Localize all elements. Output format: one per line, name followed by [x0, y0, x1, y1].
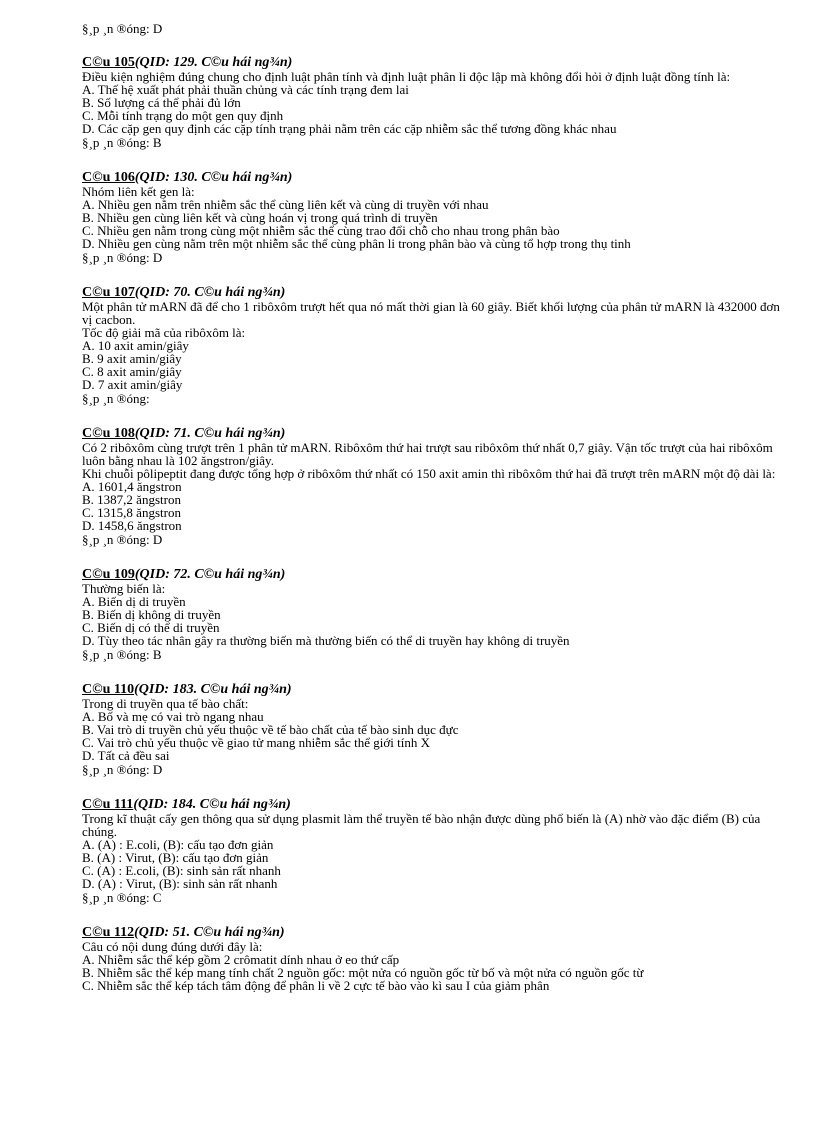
- option-d: D. (A) : Virut, (B): sinh sản rất nhanh: [82, 876, 278, 891]
- correct-answer: §¸p ¸n ®óng: D: [82, 762, 163, 777]
- option-b: B. (A) : Virut, (B): cấu tạo đơn giản: [82, 850, 269, 865]
- option-a: A. 1601,4 ăngstron: [82, 479, 182, 494]
- option-b: B. Nhiễm sắc thể kép mang tính chất 2 nguồn gốc: một nửa có nguồn gốc từ bố và một nửa có nguồn gốc từ: [82, 965, 644, 980]
- option-b: B. 1387,2 ăngstron: [82, 492, 181, 507]
- option-a: A. Thế hệ xuất phát phải thuần chủng và các tính trạng đem lai: [82, 82, 409, 97]
- question-header: [82, 567, 792, 582]
- question-label: C©u 106: [82, 170, 135, 185]
- question-id: (QID: 70. C©u hái ng¾n): [134, 285, 286, 300]
- question-id: (QID: 183. C©u hái ng¾n): [134, 682, 292, 697]
- question-id: (QID: 130. C©u hái ng¾n): [134, 170, 293, 185]
- question-block: [82, 682, 792, 777]
- option-c: C. Nhiều gen nằm trong cùng một nhiễm sắc thể cùng trao đổi chỗ cho nhau trong phân bào: [82, 223, 560, 238]
- question-header: [82, 797, 792, 812]
- option-d: D. Các cặp gen quy định các cặp tính trạng phải nằm trên các cặp nhiễm sắc thể tương đồng khác nhau: [82, 121, 617, 136]
- question-label: C©u 110: [82, 682, 135, 697]
- document-page: [82, 22, 792, 992]
- question-id: (QID: 51. C©u hái ng¾n): [134, 925, 285, 940]
- option-b: B. Số lượng cá thể phải đủ lớn: [82, 95, 241, 110]
- question-header: [82, 682, 792, 697]
- question-label: C©u 105: [82, 55, 135, 70]
- correct-answer: §¸p ¸n ®óng:: [82, 391, 150, 406]
- option-c: C. Vai trò chủ yếu thuộc về giao tử mang nhiễm sắc thể giới tính X: [82, 735, 431, 750]
- question-header: [82, 285, 792, 300]
- option-c: C. Mỗi tính trạng do một gen quy định: [82, 108, 284, 123]
- option-c: C. Nhiễm sắc thể kép tách tâm động để phân li về 2 cực tế bào vào kì sau I của giảm phân: [82, 978, 550, 993]
- option-c: C. (A) : E.coli, (B): sinh sản rất nhanh: [82, 863, 281, 878]
- correct-answer: §¸p ¸n ®óng: D: [82, 250, 163, 265]
- option-a: A. Nhiễm sắc thể kép gồm 2 crômatit dính nhau ở eo thứ cấp: [82, 952, 400, 967]
- question-label: C©u 108: [82, 426, 135, 441]
- question-block: [82, 55, 792, 150]
- question-id: (QID: 72. C©u hái ng¾n): [134, 567, 286, 582]
- question-id: (QID: 129. C©u hái ng¾n): [134, 55, 293, 70]
- option-c: C. 1315,8 ăngstron: [82, 505, 181, 520]
- question-header: [82, 170, 792, 185]
- previous-answer: §¸p ¸n ®óng: D: [82, 21, 163, 36]
- question-stem: Khi chuỗi pôlipeptit đang được tổng hợp ở ribôxôm thứ nhất có 150 axit amin thì ribôxôm thứ hai đã trượt trên mARN một độ dài là:: [82, 466, 776, 481]
- option-b: B. 9 axit amin/giây: [82, 351, 182, 366]
- question-id: (QID: 71. C©u hái ng¾n): [134, 426, 286, 441]
- question-stem: Câu có nội dung đúng dưới đây là:: [82, 939, 263, 954]
- question-id: (QID: 184. C©u hái ng¾n): [133, 797, 291, 812]
- option-a: A. (A) : E.coli, (B): cấu tạo đơn giản: [82, 837, 274, 852]
- question-stem: Điều kiện nghiệm đúng chung cho định luật phân tính và định luật phân li độc lập mà không đổi hỏi ở định luật đồng tính là:: [82, 69, 731, 84]
- option-b: B. Nhiều gen cùng liên kết và cùng hoán vị trong quá trình di truyền: [82, 210, 438, 225]
- option-c: C. Biến dị có thể di truyền: [82, 620, 220, 635]
- question-stem: Tốc độ giải mã của ribôxôm là:: [82, 325, 246, 340]
- question-block: [82, 567, 792, 662]
- option-c: C. 8 axit amin/giây: [82, 364, 182, 379]
- question-label: C©u 111: [82, 797, 134, 812]
- question-label: C©u 109: [82, 567, 135, 582]
- option-b: B. Biến dị không di truyền: [82, 607, 221, 622]
- option-d: D. Tùy theo tác nhân gây ra thường biến mà thường biến có thể di truyền hay không di truyền: [82, 633, 570, 648]
- option-a: A. Biến dị di truyền: [82, 594, 186, 609]
- question-stem: Một phân tử mARN đã để cho 1 ribôxôm trượt hết qua nó mất thời gian là 60 giây. Biết khối lượng của phân tử mARN là 432000 đơn vị cacbon.: [82, 299, 780, 327]
- question-stem: Thường biến là:: [82, 581, 166, 596]
- option-a: A. Bố và mẹ có vai trò ngang nhau: [82, 709, 264, 724]
- correct-answer: §¸p ¸n ®óng: D: [82, 532, 163, 547]
- correct-answer: §¸p ¸n ®óng: C: [82, 890, 162, 905]
- question-label: C©u 107: [82, 285, 135, 300]
- question-stem: Trong di truyền qua tế bào chất:: [82, 696, 249, 711]
- question-header: [82, 426, 792, 441]
- question-block: [82, 426, 792, 547]
- question-block: [82, 285, 792, 406]
- question-block: [82, 797, 792, 905]
- option-d: D. Nhiều gen cùng nằm trên một nhiễm sắc thể cùng phân li trong phân bào và cùng tổ hợp trong thụ tinh: [82, 236, 631, 251]
- question-stem: Có 2 ribôxôm cùng trượt trên 1 phân tử mARN. Ribôxôm thứ hai trượt sau ribôxôm thứ nhất 0,7 giây. Vận tốc trượt của hai ribôxôm luôn bằng nhau là 102 ăngstron/giây.: [82, 440, 773, 468]
- question-label: C©u 112: [82, 925, 135, 940]
- question-stem: Trong kĩ thuật cấy gen thông qua sử dụng plasmit làm thể truyền tế bào nhận được dùng phổ biến là (A) nhờ vào đặc điểm (B) của chúng.: [82, 811, 761, 839]
- question-block: [82, 925, 792, 992]
- question-stem: Nhóm liên kết gen là:: [82, 184, 195, 199]
- option-d: D. 7 axit amin/giây: [82, 377, 183, 392]
- correct-answer: §¸p ¸n ®óng: B: [82, 647, 162, 662]
- correct-answer: §¸p ¸n ®óng: B: [82, 135, 162, 150]
- question-header: [82, 55, 792, 70]
- question-block: [82, 170, 792, 265]
- question-header: [82, 925, 792, 940]
- option-b: B. Vai trò di truyền chủ yếu thuộc về tế bào chất của tế bào sinh dục đực: [82, 722, 459, 737]
- option-a: A. 10 axit amin/giây: [82, 338, 189, 353]
- option-a: A. Nhiều gen nằm trên nhiễm sắc thể cùng liên kết và cùng di truyền với nhau: [82, 197, 489, 212]
- option-d: D. Tất cả đều sai: [82, 748, 170, 763]
- option-d: D. 1458,6 ăngstron: [82, 518, 182, 533]
